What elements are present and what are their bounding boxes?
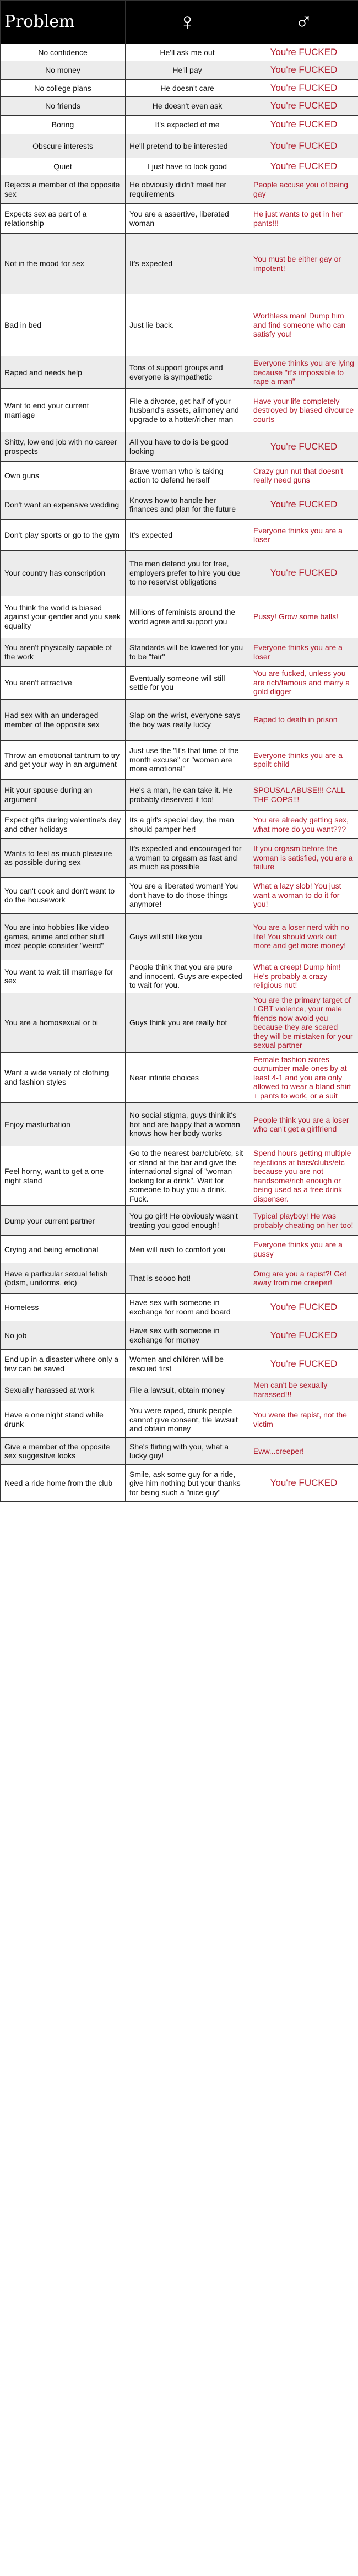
problem-cell: Bad in bed xyxy=(1,294,126,356)
male-cell: What a creep! Dump him! He's probably a crazy religious nut! xyxy=(249,960,358,993)
male-cell: You're FUCKED xyxy=(249,97,358,116)
female-cell: You are a assertive, liberated woman xyxy=(126,204,249,234)
table-row xyxy=(1,80,358,97)
female-cell: Knows how to handle her finances and plan for the future xyxy=(126,490,249,519)
female-cell: He'll ask me out xyxy=(126,44,249,61)
male-cell: Everyone thinks you are a loser xyxy=(249,519,358,550)
problem-cell: Not in the mood for sex xyxy=(1,234,126,294)
male-cell: You're FUCKED xyxy=(249,1465,358,1502)
problem-cell: No confidence xyxy=(1,44,126,61)
problem-cell: Raped and needs help xyxy=(1,356,126,389)
table-row xyxy=(1,993,358,1052)
male-cell: You're FUCKED xyxy=(249,80,358,97)
female-cell: He obviously didn't meet her requirements xyxy=(126,175,249,204)
table-row xyxy=(1,1350,358,1378)
table-row xyxy=(1,1236,358,1263)
table-row xyxy=(1,432,358,461)
problem-cell: Sexually harassed at work xyxy=(1,1378,126,1401)
table-row xyxy=(1,1378,358,1401)
male-cell: You're FUCKED xyxy=(249,490,358,519)
problem-cell: You can't cook and don't want to do the housework xyxy=(1,877,126,913)
female-cell: He doesn't even ask xyxy=(126,97,249,116)
male-cell: You're FUCKED xyxy=(249,134,358,158)
problem-cell: Need a ride home from the club xyxy=(1,1465,126,1502)
male-cell: You're FUCKED xyxy=(249,550,358,596)
table-row xyxy=(1,779,358,810)
table-row xyxy=(1,960,358,993)
problem-cell: Dump your current partner xyxy=(1,1206,126,1236)
problem-cell: Wants to feel as much pleasure as possible during sex xyxy=(1,838,126,877)
male-cell: Eww...creeper! xyxy=(249,1438,358,1465)
male-cell: Spend hours getting multiple rejections at bars/clubs/etc because you are not handsome/rich enough or being used as a free drink dispenser. xyxy=(249,1146,358,1206)
female-cell: The men defend you for free, employers prefer to hire you due to no reservist obligations xyxy=(126,550,249,596)
table-row xyxy=(1,1321,358,1350)
table-row xyxy=(1,388,358,432)
problem-cell: No money xyxy=(1,61,126,80)
problem-cell: Shitty, low end job with no career prospects xyxy=(1,432,126,461)
table-row xyxy=(1,1146,358,1206)
female-cell: It's expected xyxy=(126,234,249,294)
problem-cell: Feel horny, want to get a one night stand xyxy=(1,1146,126,1206)
female-cell: Just use the "It's that time of the month excuse" or "women are more emotional" xyxy=(126,740,249,779)
table-row xyxy=(1,838,358,877)
problem-cell: Have a particular sexual fetish (bdsm, uniforms, etc) xyxy=(1,1263,126,1294)
problem-column-header: Problem xyxy=(1,1,126,44)
problem-cell: No college plans xyxy=(1,80,126,97)
female-cell: Smile, ask some guy for a ride, give him nothing but your thanks for being such a "nice guy" xyxy=(126,1465,249,1502)
problem-cell: You think the world is biased against your gender and you seek equality xyxy=(1,596,126,638)
table-row xyxy=(1,134,358,158)
problem-cell: You aren't physically capable of the work xyxy=(1,638,126,666)
problem-cell: Obscure interests xyxy=(1,134,126,158)
problem-cell: No job xyxy=(1,1321,126,1350)
problem-cell: Your country has conscription xyxy=(1,550,126,596)
female-cell: Standards will be lowered for you to be "fair" xyxy=(126,638,249,666)
male-cell: If you orgasm before the woman is satisfied, you are a failure xyxy=(249,838,358,877)
female-cell: No social stigma, guys think it's hot and are happy that a woman knows how her body works xyxy=(126,1103,249,1146)
male-cell: SPOUSAL ABUSE!!! CALL THE COPS!!! xyxy=(249,779,358,810)
female-cell: He'll pay xyxy=(126,61,249,80)
male-symbol-icon: ♂ xyxy=(249,1,358,44)
problem-cell: Enjoy masturbation xyxy=(1,1103,126,1146)
header-row xyxy=(1,1,358,44)
male-cell: Everyone thinks you are a spoilt child xyxy=(249,740,358,779)
female-cell: Men will rush to comfort you xyxy=(126,1236,249,1263)
male-cell: Typical playboy! He was probably cheating on her too! xyxy=(249,1206,358,1236)
male-cell: Female fashion stores outnumber male ones by at least 4-1 and you are only allowed to wear a bland shirt + pants to work, or a suit xyxy=(249,1052,358,1103)
female-cell: All you have to do is be good looking xyxy=(126,432,249,461)
female-cell: Women and children will be rescued first xyxy=(126,1350,249,1378)
table-row xyxy=(1,699,358,740)
female-cell: Millions of feminists around the world agree and support you xyxy=(126,596,249,638)
male-cell: Men can't be sexually harassed!!! xyxy=(249,1378,358,1401)
male-cell: You're FUCKED xyxy=(249,158,358,175)
table-row xyxy=(1,294,358,356)
problem-cell: Crying and being emotional xyxy=(1,1236,126,1263)
table-row xyxy=(1,638,358,666)
problem-cell: No friends xyxy=(1,97,126,116)
female-cell: Just lie back. xyxy=(126,294,249,356)
female-cell: She's flirting with you, what a lucky guy! xyxy=(126,1438,249,1465)
male-cell: You're FUCKED xyxy=(249,432,358,461)
female-cell: File a divorce, get half of your husband's assets, alimoney and upgrade to a hotter/richer man xyxy=(126,388,249,432)
problem-cell: Boring xyxy=(1,116,126,134)
female-cell: It's expected and encouraged for a woman to orgasm as fast and as much as possible xyxy=(126,838,249,877)
female-cell: You are a liberated woman! You don't have to do those things anymore! xyxy=(126,877,249,913)
female-cell: You were raped, drunk people cannot give consent, file lawsuit and obtain money xyxy=(126,1401,249,1438)
table-row xyxy=(1,666,358,699)
problem-cell: Expect gifts during valentine's day and other holidays xyxy=(1,810,126,838)
problem-cell: You are into hobbies like video games, anime and other stuff most people consider "weird" xyxy=(1,913,126,960)
male-cell: You are fucked, unless you are rich/famous and marry a gold digger xyxy=(249,666,358,699)
table-row xyxy=(1,234,358,294)
problem-cell: You want to wait till marriage for sex xyxy=(1,960,126,993)
problem-cell: You aren't attractive xyxy=(1,666,126,699)
problem-cell: Quiet xyxy=(1,158,126,175)
male-cell: Everyone thinks you are a pussy xyxy=(249,1236,358,1263)
problem-cell: Give a member of the opposite sex suggestive looks xyxy=(1,1438,126,1465)
table-row xyxy=(1,44,358,61)
male-cell: People accuse you of being gay xyxy=(249,175,358,204)
male-cell: Everyone thinks you are a loser xyxy=(249,638,358,666)
female-cell: Have sex with someone in exchange for money xyxy=(126,1321,249,1350)
table-body xyxy=(1,44,358,1502)
male-cell: You are the primary target of LGBT violence, your male friends now avoid you because they are scared they will be mistaken for your sexual partner xyxy=(249,993,358,1052)
table-row xyxy=(1,356,358,389)
problem-cell: Want to end your current marriage xyxy=(1,388,126,432)
problem-cell: End up in a disaster where only a few can be saved xyxy=(1,1350,126,1378)
table-row xyxy=(1,175,358,204)
problem-cell: Don't play sports or go to the gym xyxy=(1,519,126,550)
male-cell: Everyone thinks you are lying because "it's impossible to rape a man" xyxy=(249,356,358,389)
female-cell: He'll pretend to be interested xyxy=(126,134,249,158)
table-row xyxy=(1,461,358,490)
table-row xyxy=(1,519,358,550)
female-cell: Guys will still like you xyxy=(126,913,249,960)
male-cell: You're FUCKED xyxy=(249,1321,358,1350)
female-cell: Go to the nearest bar/club/etc, sit or stand at the bar and give the international signal of "woman looking for a drink". Wait for someone to buy you a drink. Fuck. xyxy=(126,1146,249,1206)
table-row xyxy=(1,913,358,960)
male-cell: You're FUCKED xyxy=(249,116,358,134)
female-cell: That is soooo hot! xyxy=(126,1263,249,1294)
table-row xyxy=(1,1052,358,1103)
male-cell: Pussy! Grow some balls! xyxy=(249,596,358,638)
problem-cell: You are a homosexual or bi xyxy=(1,993,126,1052)
male-cell: You're FUCKED xyxy=(249,1350,358,1378)
male-cell: You were the rapist, not the victim xyxy=(249,1401,358,1438)
table-row xyxy=(1,490,358,519)
female-cell: He's a man, he can take it. He probably deserved it too! xyxy=(126,779,249,810)
female-cell: Slap on the wrist, everyone says the boy was really lucky xyxy=(126,699,249,740)
male-cell: You are already getting sex, what more do you want??? xyxy=(249,810,358,838)
table-row xyxy=(1,877,358,913)
female-symbol-icon: ♀ xyxy=(126,1,249,44)
table-row xyxy=(1,97,358,116)
male-cell: You are a loser nerd with no life! You should work out more and get more money! xyxy=(249,913,358,960)
male-cell: You're FUCKED xyxy=(249,44,358,61)
table-row xyxy=(1,1103,358,1146)
problem-cell: Expects sex as part of a relationship xyxy=(1,204,126,234)
problem-cell: Want a wide variety of clothing and fashion styles xyxy=(1,1052,126,1103)
problem-cell: Had sex with an underaged member of the opposite sex xyxy=(1,699,126,740)
female-cell: He doesn't care xyxy=(126,80,249,97)
female-cell: It's expected xyxy=(126,519,249,550)
problem-cell: Hit your spouse during an argument xyxy=(1,779,126,810)
male-cell: Crazy gun nut that doesn't really need guns xyxy=(249,461,358,490)
table-row xyxy=(1,1465,358,1502)
table-row xyxy=(1,158,358,175)
male-cell: He just wants to get in her pants!!! xyxy=(249,204,358,234)
female-cell: File a lawsuit, obtain money xyxy=(126,1378,249,1401)
male-cell: You're FUCKED xyxy=(249,61,358,80)
table-row xyxy=(1,810,358,838)
table-row xyxy=(1,596,358,638)
table-row xyxy=(1,740,358,779)
table-row xyxy=(1,116,358,134)
female-cell: It's expected of me xyxy=(126,116,249,134)
table-row xyxy=(1,1206,358,1236)
female-cell: Brave woman who is taking action to defend herself xyxy=(126,461,249,490)
male-cell: You're FUCKED xyxy=(249,1294,358,1321)
female-cell: Its a girl's special day, the man should pamper her! xyxy=(126,810,249,838)
table-row xyxy=(1,1263,358,1294)
male-cell: You must be either gay or impotent! xyxy=(249,234,358,294)
male-cell: Worthless man! Dump him and find someone who can satisfy you! xyxy=(249,294,358,356)
male-cell: What a lazy slob! You just want a woman to do it for you! xyxy=(249,877,358,913)
female-cell: I just have to look good xyxy=(126,158,249,175)
table-row xyxy=(1,204,358,234)
table-row xyxy=(1,1294,358,1321)
female-cell: Guys think you are really hot xyxy=(126,993,249,1052)
table-row xyxy=(1,1438,358,1465)
problem-cell: Throw an emotional tantrum to try and get your way in an argument xyxy=(1,740,126,779)
table-row xyxy=(1,550,358,596)
problem-cell: Don't want an expensive wedding xyxy=(1,490,126,519)
male-cell: Raped to death in prison xyxy=(249,699,358,740)
female-cell: You go girl! He obviously wasn't treating you good enough! xyxy=(126,1206,249,1236)
female-cell: People think that you are pure and innocent. Guys are expected to wait for you. xyxy=(126,960,249,993)
female-cell: Tons of support groups and everyone is sympathetic xyxy=(126,356,249,389)
problem-cell: Have a one night stand while drunk xyxy=(1,1401,126,1438)
male-cell: People think you are a loser who can't get a girlfriend xyxy=(249,1103,358,1146)
male-cell: Have your life completely destroyed by biased divource courts xyxy=(249,388,358,432)
table-row xyxy=(1,1401,358,1438)
problem-cell: Homeless xyxy=(1,1294,126,1321)
male-cell: Omg are you a rapist?! Get away from me creeper! xyxy=(249,1263,358,1294)
female-cell: Near infinite choices xyxy=(126,1052,249,1103)
female-cell: Eventually someone will still settle for you xyxy=(126,666,249,699)
female-cell: Have sex with someone in exchange for room and board xyxy=(126,1294,249,1321)
problem-cell: Rejects a member of the opposite sex xyxy=(1,175,126,204)
table-row xyxy=(1,61,358,80)
problem-cell: Own guns xyxy=(1,461,126,490)
